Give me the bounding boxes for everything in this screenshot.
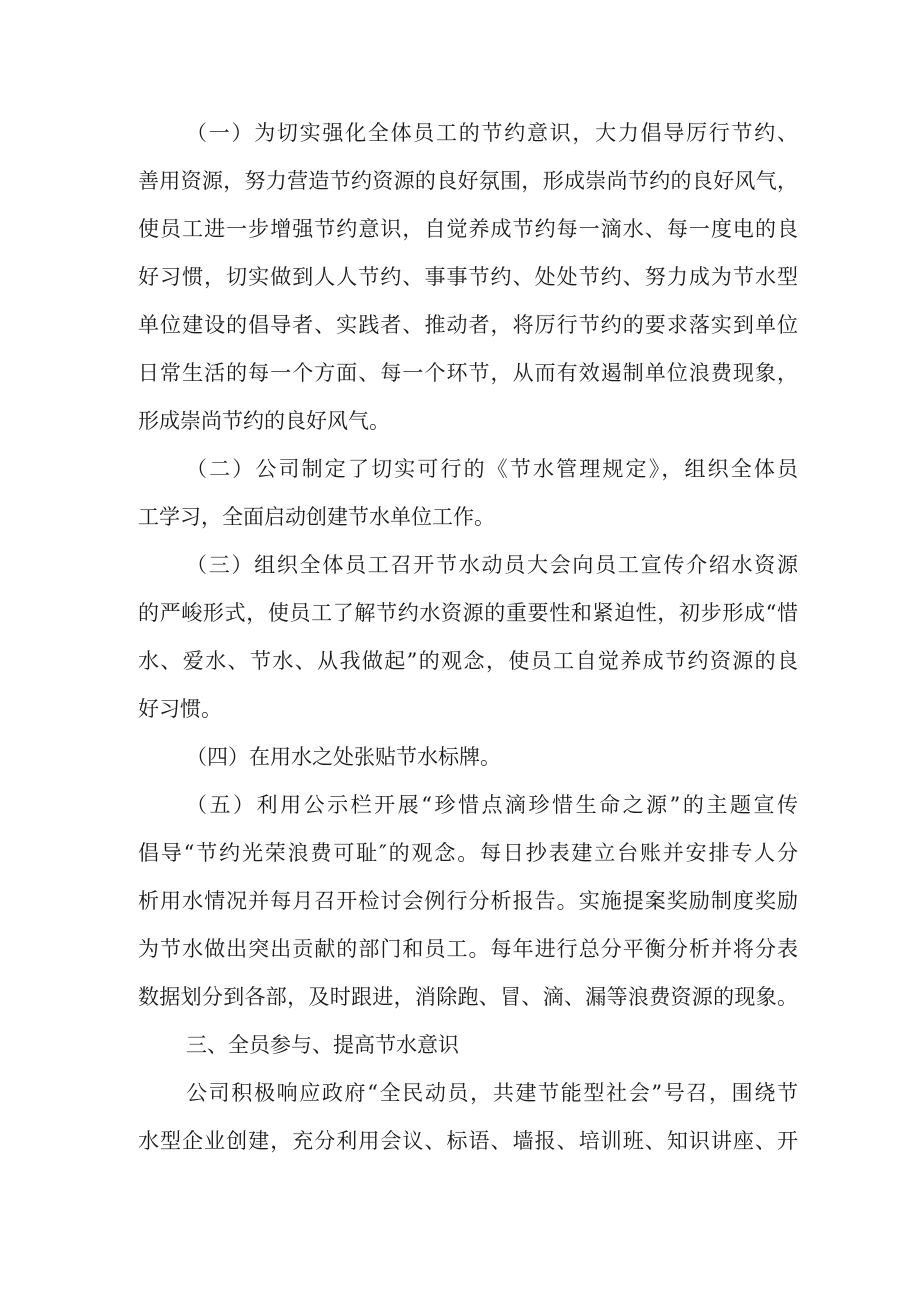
paragraph-2-line-1: （二）公司制定了切实可行的《节水管理规定》，组织全体员 bbox=[186, 457, 798, 481]
paragraph-1-line-7: 形成崇尚节约的良好风气。 bbox=[138, 409, 390, 433]
paragraph-2-line-2: 工学习，全面启动创建节水单位工作。 bbox=[138, 505, 495, 529]
paragraph-1-line-4: 好习惯，切实做到人人节约、事事节约、处处节约、努力成为节水型 bbox=[138, 265, 798, 289]
paragraph-5-line-3: 析用水情况并每月召开检讨会例行分析报告。实施提案奖励制度奖励 bbox=[138, 889, 798, 913]
section-heading: 三、全员参与、提高节水意识 bbox=[186, 1033, 459, 1057]
paragraph-5-line-5: 数据划分到各部，及时跟进，消除跑、冒、滴、漏等浪费资源的现象。 bbox=[138, 985, 798, 1009]
paragraph-1-line-2: 善用资源，努力营造节约资源的良好氛围，形成崇尚节约的良好风气， bbox=[138, 169, 798, 193]
paragraph-6-line-2: 水型企业创建，充分利用会议、标语、墙报、培训班、知识讲座、开 bbox=[138, 1129, 798, 1153]
paragraph-1-line-1: （一）为切实强化全体员工的节约意识，大力倡导厉行节约、 bbox=[186, 121, 798, 145]
paragraph-1-line-5: 单位建设的倡导者、实践者、推动者，将厉行节约的要求落实到单位 bbox=[138, 313, 798, 337]
paragraph-4-line-1: （四）在用水之处张贴节水标牌。 bbox=[186, 745, 501, 769]
paragraph-3-line-4: 好习惯。 bbox=[138, 697, 222, 721]
paragraph-3-line-1: （三）组织全体员工召开节水动员大会向员工宣传介绍水资源 bbox=[186, 553, 798, 577]
paragraph-3-line-2: 的严峻形式，使员工了解节约水资源的重要性和紧迫性，初步形成“惜 bbox=[138, 601, 798, 625]
paragraph-6-line-1: 公司积极响应政府“全民动员，共建节能型社会”号召，围绕节 bbox=[186, 1081, 798, 1105]
paragraph-5-line-2: 倡导“节约光荣浪费可耻″的观念。每日抄表建立台账并安排专人分 bbox=[138, 841, 798, 865]
paragraph-5-line-1: （五）利用公示栏开展“珍惜点滴珍惜生命之源”的主题宣传 bbox=[186, 793, 798, 817]
paragraph-1-line-3: 使员工进一步增强节约意识，自觉养成节约每一滴水、每一度电的良 bbox=[138, 217, 798, 241]
paragraph-5-line-4: 为节水做出突出贡献的部门和员工。每年进行总分平衡分析并将分表 bbox=[138, 937, 798, 961]
paragraph-1-line-6: 日常生活的每一个方面、每一个环节，从而有效遏制单位浪费现象， bbox=[138, 361, 798, 385]
paragraph-3-line-3: 水、爱水、节水、从我做起”的观念，使员工自觉养成节约资源的良 bbox=[138, 649, 798, 673]
